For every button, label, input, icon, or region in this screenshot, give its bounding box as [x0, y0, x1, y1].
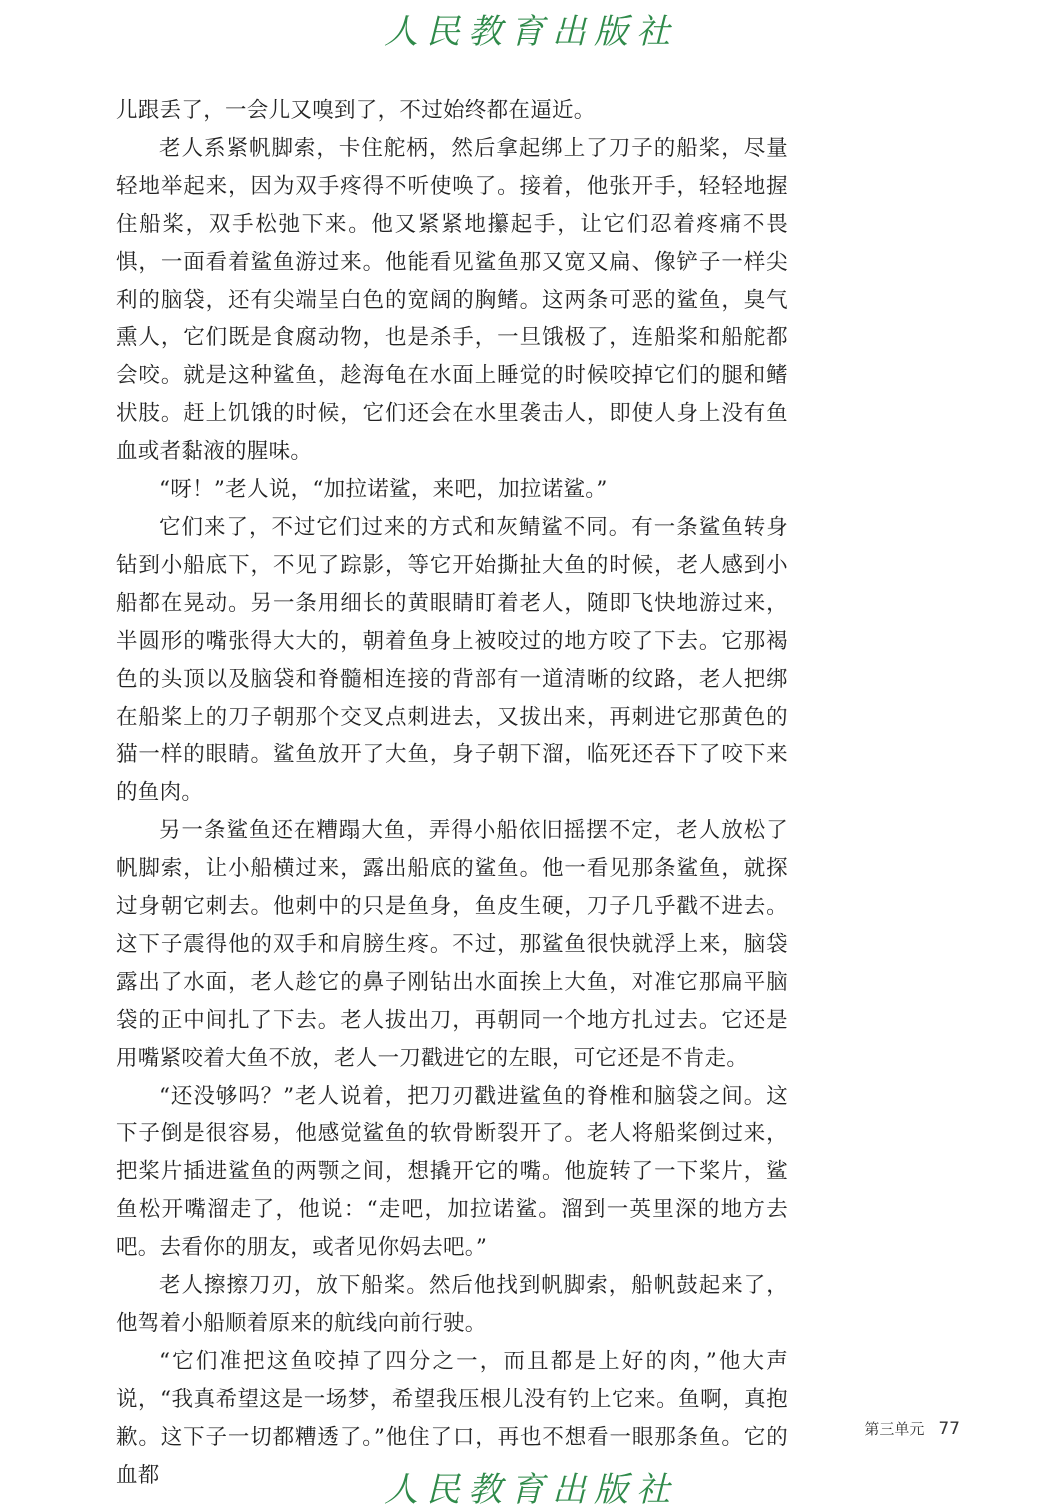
paragraph: 儿跟丢了，一会儿又嗅到了，不过始终都在逼近。 [116, 98, 596, 123]
paragraph: “还没够吗？”老人说着，把刀刃戳进鲨鱼的脊椎和脑袋之间。这下子倒是很容易，他感觉鲨鱼的软骨断裂开了。老人将船桨倒过来，把桨片插进鲨鱼的两颚之间，想撬开它的嘴。他旋转了一下桨片，鲨鱼松开嘴溜走了，他说：“走吧，加拉诺鲨。溜到一英里深的地方去吧。去看你的朋友，或者见你妈去吧。” [116, 1083, 788, 1261]
paragraph: “它们准把这鱼咬掉了四分之一，而且都是上好的肉，”他大声说，“我真希望这是一场梦，希望我压根儿没有钓上它来。鱼啊，真抱歉。这下子一切都糟透了。”他住了口，再也不想看一眼那条鱼。它的血都 [116, 1348, 788, 1488]
page-footer [864, 1418, 960, 1439]
publisher-watermark-bottom: 人民教育出版社 [384, 1470, 678, 1510]
paragraph: “呀！”老人说，“加拉诺鲨，来吧，加拉诺鲨。” [159, 477, 608, 503]
unit-label: 第三单元 [864, 1420, 925, 1438]
main-text [116, 92, 788, 1495]
paragraph: 老人系紧帆脚索，卡住舵柄，然后拿起绑上了刀子的船桨，尽量轻地举起来，因为双手疼得不听使唤了。接着，他张开手，轻轻地握住船桨，双手松弛下来。他又紧紧地攥起手，让它们忍着疼痛不畏惧，一面看着鲨鱼游过来。他能看见鲨鱼那又宽又扁、像铲子一样尖利的脑袋，还有尖端呈白色的宽阔的胸鳍。这两条可恶的鲨鱼，臭气熏人，它们既是食腐动物，也是杀手，一旦饿极了，连船桨和船舵都会咬。就是这种鲨鱼，趁海龟在水面上睡觉的时候咬掉它们的腿和鳍状肢。赶上饥饿的时候，它们还会在水里袭击人，即使人身上没有鱼血或者黏液的腥味。 [116, 135, 788, 465]
paragraph: 另一条鲨鱼还在糟蹋大鱼，弄得小船依旧摇摆不定，老人放松了帆脚索，让小船横过来，露出船底的鲨鱼。他一看见那条鲨鱼，就探过身朝它刺去。他刺中的只是鱼身，鱼皮生硬，刀子几乎戳不进去。这下子震得他的双手和肩膀生疼。不过，那鲨鱼很快就浮上来，脑袋露出了水面，老人趁它的鼻子刚钻出水面挨上大鱼，对准它那扁平脑袋的正中间扎了下去。老人拔出刀，再朝同一个地方扎过去。它还是用嘴紧咬着大鱼不放，老人一刀戳进它的左眼，可它还是不肯走。 [116, 818, 788, 1071]
paragraph: 老人擦擦刀刃，放下船桨。然后他找到帆脚索，船帆鼓起来了，他驾着小船顺着原来的航线向前行驶。 [116, 1273, 788, 1336]
paragraph: 它们来了，不过它们过来的方式和灰鲭鲨不同。有一条鲨鱼转身钻到小船底下，不见了踪影，等它开始撕扯大鱼的时候，老人感到小船都在晃动。另一条用细长的黄眼睛盯着老人，随即飞快地游过来，半圆形的嘴张得大大的，朝着鱼身上被咬过的地方咬了下去。它那褐色的头顶以及脑袋和脊髓相连接的背部有一道清晰的纹路，老人把绑在船桨上的刀子朝那个交叉点刺进去，又拔出来，再刺进它那黄色的猫一样的眼睛。鲨鱼放开了大鱼，身子朝下溜，临死还吞下了咬下来的鱼肉。 [116, 514, 788, 806]
page-number: 77 [938, 1419, 960, 1439]
publisher-watermark-top: 人民教育出版社 [384, 12, 678, 52]
